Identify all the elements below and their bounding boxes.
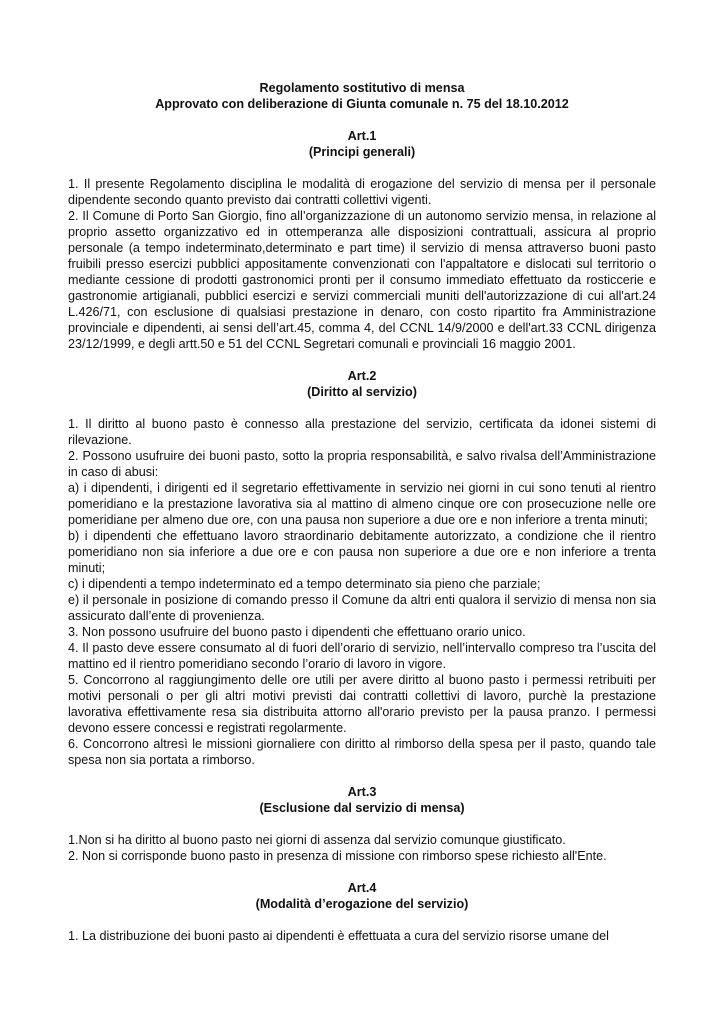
paragraph: 1.Non si ha diritto al buono pasto nei giorni di assenza dal servizio comunque giustificato. xyxy=(68,833,566,847)
paragraph: 2. Possono usufruire dei buoni pasto, sotto la propria responsabilità, e salvo rivalsa dell’Amministrazione in caso di abusi: xyxy=(68,449,656,479)
paragraph: 1. La distribuzione dei buoni pasto ai dipendenti è effettuata a cura del servizio risorse umane del xyxy=(68,929,609,943)
paragraph: 2. Il Comune di Porto San Giorgio, fino all’organizzazione di un autonomo servizio mensa, in relazione al proprio assetto organizzativo ed in ottemperanza alle disposizioni contrattuali, assicura al proprio personale (a tempo indeterminato,determinato e part time) il servizio di mensa attraverso buoni pasto fruibili presso esercizi pubblici appositamente convenzionati con l'appaltatore e dislocati sul territorio o mediante cessione di prodotti gastronomici pronti per il consumo immediato effettuato da rosticcerie e gastronomie artigianali, pubblici esercizi e servizi commerciali muniti dell'autorizzazione di cui all'art.24 L.426/71, con esclusione di qualsiasi prestazione in denaro, con costo ripartito fra Amministrazione provinciale e dipendenti, ai sensi dell’art.45, comma 4, del CCNL 14/9/2000 e dell'art.33 CCNL dirigenza 23/12/1999, e degli artt.50 e 51 del CCNL Segretari comunali e provinciali 16 maggio 2001. xyxy=(68,209,656,351)
article-heading: (Principi generali) xyxy=(308,145,416,159)
article-number: Art.4 xyxy=(347,881,377,895)
article-number: Art.3 xyxy=(347,785,377,799)
article-heading: (Esclusione dal servizio di mensa) xyxy=(259,801,465,815)
document-title: Regolamento sostitutivo di mensa xyxy=(259,81,465,95)
paragraph: 5. Concorrono al raggiungimento delle ore utili per avere diritto al buono pasto i permessi retribuiti per motivi personali o per gli altri motivi previsti dai contratti collettivi di lavoro, purchè la prestazione lavorativa effettivamente resa sia distribuita attorno all'orario previsto per la pausa pranzo. I permessi devono essere concessi e registrati regolarmente. xyxy=(68,673,656,735)
article-number: Art.1 xyxy=(347,129,377,143)
paragraph: 4. Il pasto deve essere consumato al di fuori dell’orario di servizio, nell’intervallo compreso tra l’uscita del mattino ed il rientro pomeridiano secondo l’orario di lavoro in vigore. xyxy=(68,641,656,671)
paragraph: b) i dipendenti che effettuano lavoro straordinario debitamente autorizzato, a condizione che il rientro pomeridiano non sia inferiore a due ore e con pausa non superiore a due ore e non inferiore a trenta minuti; xyxy=(68,529,656,575)
article-heading: (Modalità d’erogazione del servizio) xyxy=(255,897,469,911)
paragraph: e) il personale in posizione di comando presso il Comune da altri enti qualora il servizio di mensa non sia assicurato dall’ente di provenienza. xyxy=(68,593,656,623)
paragraph: 1. Il diritto al buono pasto è connesso alla prestazione del servizio, certificata da idonei sistemi di rilevazione. xyxy=(68,417,656,447)
article-number: Art.2 xyxy=(347,369,377,383)
paragraph: 1. Il presente Regolamento disciplina le modalità di erogazione del servizio di mensa per il personale dipendente secondo quanto previsto dai contratti collettivi vigenti. xyxy=(68,177,656,207)
paragraph: a) i dipendenti, i dirigenti ed il segretario effettivamente in servizio nei giorni in cui sono tenuti al rientro pomeridiano e la prestazione lavorativa sia al mattino di almeno cinque ore con prosecuzione nelle ore pomeridiane per almeno due ore, con una pausa non superiore a due ore e non inferiore a trenta minuti; xyxy=(68,481,656,527)
document-approval-line: Approvato con deliberazione di Giunta comunale n. 75 del 18.10.2012 xyxy=(155,97,569,111)
article-heading: (Diritto al servizio) xyxy=(307,385,417,399)
document-page xyxy=(68,80,656,944)
paragraph: 6. Concorrono altresì le missioni giornaliere con diritto al rimborso della spesa per il pasto, quando tale spesa non sia portata a rimborso. xyxy=(68,737,656,767)
paragraph: c) i dipendenti a tempo indeterminato ed a tempo determinato sia pieno che parziale; xyxy=(68,577,541,591)
paragraph: 3. Non possono usufruire del buono pasto i dipendenti che effettuano orario unico. xyxy=(68,625,526,639)
paragraph: 2. Non si corrisponde buono pasto in presenza di missione con rimborso spese richiesto all'Ente. xyxy=(68,849,607,863)
